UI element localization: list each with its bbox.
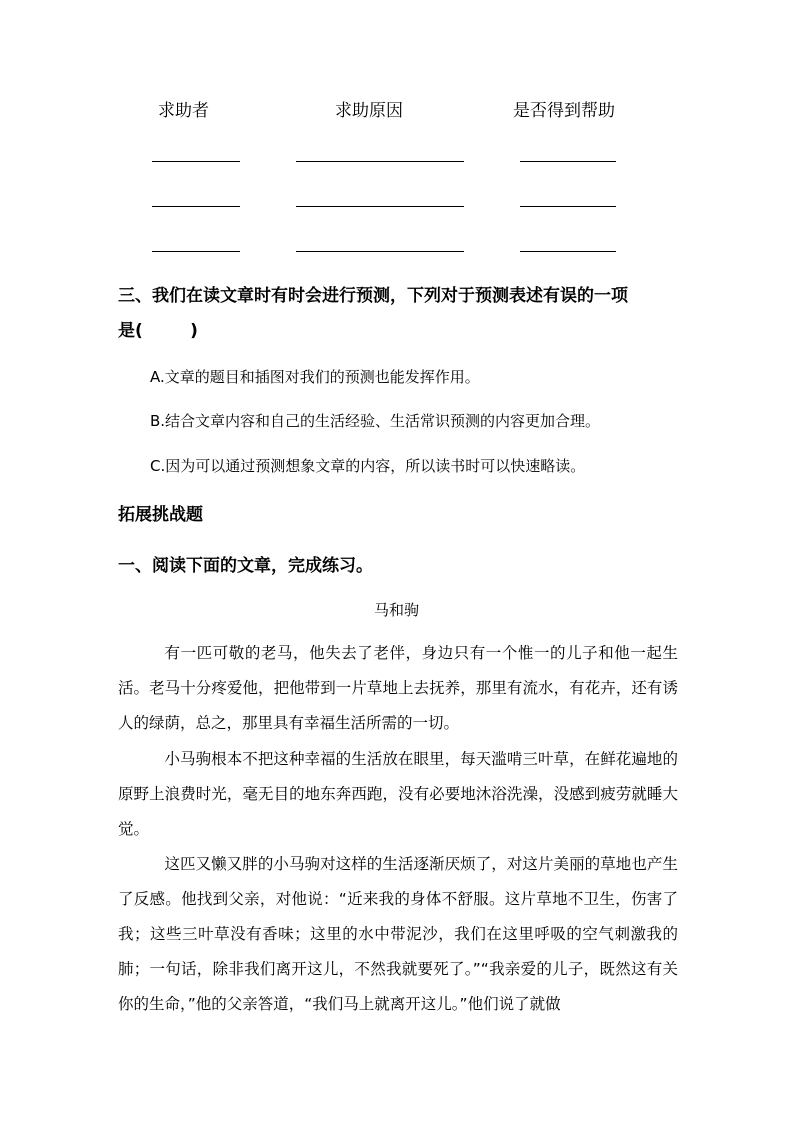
blank-row2-helped[interactable] bbox=[520, 206, 616, 207]
option-c: C.因为可以通过预测想象文章的内容，所以读书时可以快速略读。 bbox=[150, 457, 586, 475]
reading-instruction: 一、阅读下面的文章，完成练习。 bbox=[118, 556, 373, 576]
blank-row3-helped[interactable] bbox=[520, 251, 616, 252]
table-header-helped: 是否得到帮助 bbox=[513, 101, 615, 121]
table-header-reason: 求助原因 bbox=[335, 101, 403, 121]
question-3-line1: 三、我们在读文章时有时会进行预测，下列对于预测表述有误的一项 bbox=[118, 286, 628, 306]
blank-row1-reason[interactable] bbox=[296, 161, 464, 162]
story-title: 马和驹 bbox=[373, 601, 419, 619]
blank-row3-seeker[interactable] bbox=[152, 251, 240, 252]
blank-row2-reason[interactable] bbox=[296, 206, 464, 207]
blank-row1-helped[interactable] bbox=[520, 161, 616, 162]
story-paragraph-1: 有一匹可敬的老马，他失去了老伴，身边只有一个惟一的儿子和他一起生活。老马十分疼爱他，把他带到一片草地上去抚养，那里有流水，有花卉，还有诱人的绿荫，总之，那里具有幸福生活所需的一切。 bbox=[118, 644, 678, 732]
blank-row1-seeker[interactable] bbox=[152, 161, 240, 162]
table-header-helper-seeker: 求助者 bbox=[158, 101, 209, 121]
blank-row2-seeker[interactable] bbox=[152, 206, 240, 207]
option-a: A.文章的题目和插图对我们的预测也能发挥作用。 bbox=[150, 368, 480, 386]
question-3-line2: 是( ) bbox=[118, 321, 198, 341]
extension-heading: 拓展挑战题 bbox=[118, 505, 203, 525]
option-b: B.结合文章内容和自己的生活经验、生活常识预测的内容更加合理。 bbox=[150, 412, 601, 430]
story-paragraph-3: 这匹又懒又胖的小马驹对这样的生活逐渐厌烦了，对这片美丽的草地也产生了反感。他找到父亲，对他说：“近来我的身体不舒服。这片草地不卫生，伤害了我；这些三叶草没有香味；这里的水中带泥沙，我们在这里呼吸的空气刺激我的肺；一句话，除非我们离开这儿，不然我就要死了。”“我亲爱的儿子，既然这有关你的生命，”他的父亲答道，“我们马上就离开这儿。”他们说了就做 bbox=[118, 855, 678, 1013]
blank-row3-reason[interactable] bbox=[296, 251, 464, 252]
story-paragraph-2: 小马驹根本不把这种幸福的生活放在眼里，每天滥啃三叶草，在鲜花遍地的原野上浪费时光，毫无目的地东奔西跑，没有必要地沐浴洗澡，没感到疲劳就睡大觉。 bbox=[118, 750, 678, 838]
